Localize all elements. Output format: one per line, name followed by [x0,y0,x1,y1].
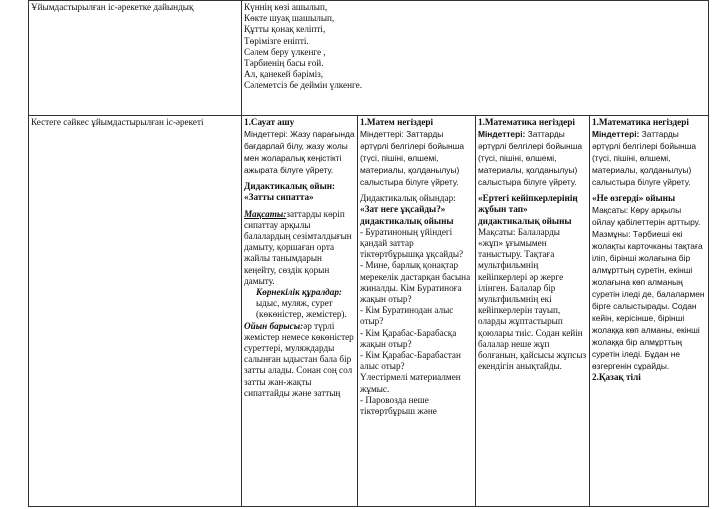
poem-line: Көкте шуақ шашылып, [244,13,335,24]
greeting-poem-cell [242,1,709,116]
math-pairs-game-title: «Ертегі кейіпкерлерінің жұбын тап» дидактикалық ойыны [478,193,578,226]
literacy-game-label: Дидактикалық ойын: «Затты сипатта» [244,181,336,203]
math-basics-title: 1.Матем негіздері [360,117,434,127]
math-change-tasks-text: Заттарды әртүрлі белгілері бойынша (түсі, пішіні, өлшемі, материалы, қолданылуы) салыстыра білуге үйрету. [592,129,697,188]
math-change-goal: Мақсаты: Көру арқылы ойлау қабілеттерін арттыру. [592,205,701,228]
math-basics-question: - Кім Қарабас-Барабасқа жақын отыр? [360,327,457,349]
schedule-table [28,0,709,507]
poem-line: Сәлем беру үлкенге , [244,46,326,57]
poem-line: Құтты қонақ келіпті, [244,24,326,35]
math-change-cell [590,116,709,507]
math-basics-game-title: «Зат неге ұқсайды?» дидактикалық ойыны [360,204,454,226]
literacy-tasks: Міндеттері: Жазу парағында бағдарлай білу, жазу жолы мен жоларалық кеңістікті ажырата білуге үйрету. [244,129,355,176]
math-change-title: 1.Математика негіздері [592,117,689,127]
math-basics-question: - Кім Қарабас-Барабастан алыс отыр? [360,350,461,372]
math-basics-game-prefix: Дидактикалық ойындар: [360,193,456,204]
math-basics-question: - Кім Буратинодан алыс отыр? [360,305,454,327]
math-basics-question: - Мине, барлық қонақтар мерекелік дастарқан басына жиналды. Кім Буратиноға жақын отыр? [360,260,471,305]
activities-row [29,116,709,507]
math-pairs-title: 1.Математика негіздері [478,117,575,127]
poem-line: Ал, қанекей бәріміз, [244,69,324,80]
literacy-goal-label: Мақсаты: [244,208,287,219]
math-pairs-tasks-text: Заттарды әртүрлі белгілері бойынша (түсі, пішіні, өлшемі, материалы, қолданылуы) салыстыра білуге үйрету. [478,129,583,188]
math-basics-question: - Паровозда неше тіктөртбұрыш және [360,394,437,417]
math-change-game-title: «Не өзгерді» ойыны [592,193,676,204]
poem-line: Тәрбиенің басы ғой. [244,58,324,69]
math-basics-cell [358,116,476,507]
math-basics-question: Үлестірмелі материалмен жұмыс. [360,372,461,394]
literacy-process-text: әр түрлі жемістер немесе көкөністер суреттері, муляждарды салынған ыдыстан бала бір затты алады. Сонан соң сол затты жан-жақты сипаттайды және заттың [244,320,354,398]
math-change-next: 2.Қазақ тілі [592,372,641,383]
math-pairs-cell [476,116,590,507]
math-pairs-tasks-label: Міндеттері: [478,129,526,140]
literacy-visual-text: ыдыс, муляж, сурет (көкөністер, жемістер). [256,298,347,320]
math-change-tasks-label: Міндеттері: [592,129,640,140]
math-basics-question: - Буратиноның үйіндегі қандай заттар тіктөртбұрышқа ұқсайды? [360,226,464,260]
math-basics-tasks: Міндеттері: Заттарды әртүрлі белгілері бойынша (түсі, пішіні, өлшемі, материалы, қолданылуы) салыстыра білуге үйрету. [360,129,465,188]
literacy-goal-text: заттарды көріп сипаттау арқылы балалардың сезімталдығын дамыту, қоршаған орта жайлы танымдарын кеңейту, сөздік қорын дамыту. [244,208,352,286]
preparation-row [29,1,709,116]
activities-label-cell [29,116,242,507]
literacy-cell [242,116,358,507]
literacy-visual-label: Көрнекілік құралдар: [256,287,342,298]
poem-line: Күннің көзі ашылып, [244,2,328,12]
activities-label: Кестеге сәйкес ұйымдастырылған іс-әрекеті [31,117,204,127]
preparation-label-cell [29,1,242,116]
math-pairs-body: Мақсаты: Балаларды «жұп» ұғымымен таныстыру. Тақтаға мультфильмнің кейіпкерлері әр жерге ілінген. Балалар бір мультфильмнің екі кейіпкерлерін тауып, оларды жұптастырып қоюлары тиіс. Содан кейін балалар неше жұп болғанын, қайсысы жұпсыз екендігін анықтайды. [478,226,587,372]
math-change-content: Мазмұны: Тәрбиеші екі жолақты карточканы тақтаға іліп, бірінші жолағына бір алмұрттың суретін, екінші жолағына көп алманың суретін іледі де, балалармен бірге салыстырады. Содан кейін, керісінше, бірінші жолаққа көп алманы, екінші жолаққа бір алмұрттың суретін іледі. Бұдан не өзгергенін сұрайды. [592,229,705,372]
literacy-title: 1.Сауат ашу [244,117,295,127]
preparation-label: Ұйымдастырылған іс-әрекетке дайындық [31,2,194,12]
poem-line: Төрімізге еніпті. [244,35,309,46]
poem-line: Сәлеметсіз бе деймін үлкенге. [244,80,363,91]
literacy-process-label: Ойын барысы: [244,320,304,331]
